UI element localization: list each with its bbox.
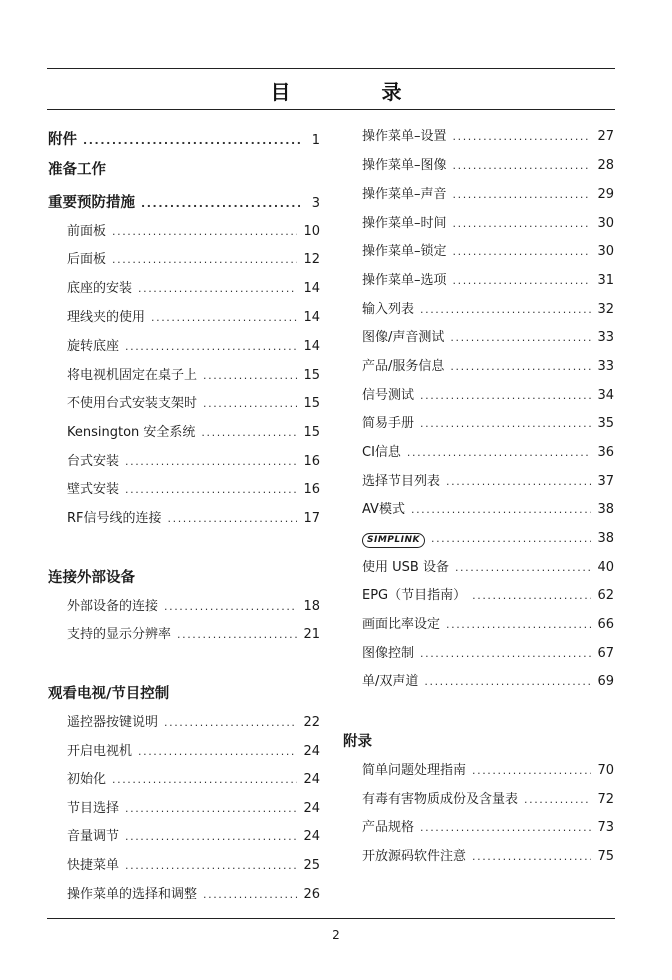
toc-entry[interactable] xyxy=(362,761,614,781)
entry-label: 操作菜单–锁定 xyxy=(362,244,447,259)
toc-entry[interactable] xyxy=(67,366,320,386)
entry-page: 16 xyxy=(303,454,320,469)
entry-page: 14 xyxy=(303,281,320,296)
dot-leader xyxy=(420,818,591,838)
entry-label: 有毒有害物质成份及含量表 xyxy=(362,792,519,807)
bottom-rule xyxy=(47,918,615,919)
dot-leader xyxy=(453,127,592,147)
entry-label: 音量调节 xyxy=(67,829,120,844)
toc-entry[interactable] xyxy=(67,480,320,500)
toc-entry[interactable] xyxy=(362,847,614,867)
entry-page: 37 xyxy=(597,474,614,489)
entry-page: 14 xyxy=(303,339,320,354)
dot-leader xyxy=(177,625,297,645)
dot-leader xyxy=(453,271,592,291)
entry-label: 信号测试 xyxy=(362,388,415,403)
entry-page: 26 xyxy=(303,887,320,902)
entry-label: 输入列表 xyxy=(362,302,415,317)
entry-page: 21 xyxy=(303,627,320,642)
dot-leader xyxy=(138,279,297,299)
toc-entry[interactable] xyxy=(67,250,320,270)
entry-page: 40 xyxy=(597,560,614,575)
entry-page: 16 xyxy=(303,482,320,497)
dot-leader xyxy=(420,300,591,320)
entry-label: 产品规格 xyxy=(362,820,415,835)
entry-label: 简易手册 xyxy=(362,416,415,431)
toc-entry[interactable] xyxy=(67,509,320,529)
entry-page: 70 xyxy=(597,763,614,778)
toc-entry[interactable] xyxy=(67,279,320,299)
entry-label: 操作菜单–图像 xyxy=(362,158,447,173)
dot-leader xyxy=(453,214,592,234)
toc-entry[interactable] xyxy=(67,394,320,414)
dot-leader xyxy=(450,357,591,377)
toc-entry-appendix-parts[interactable] xyxy=(48,130,320,150)
dot-leader xyxy=(125,856,297,876)
toc-entry[interactable] xyxy=(67,770,320,790)
entry-label: 使用 USB 设备 xyxy=(362,560,449,575)
entry-label: 产品/服务信息 xyxy=(362,359,445,374)
entry-label: 操作菜单–选项 xyxy=(362,273,447,288)
toc-entry[interactable] xyxy=(362,357,614,377)
entry-page: 34 xyxy=(597,388,614,403)
toc-entry[interactable] xyxy=(67,885,320,905)
toc-entry[interactable] xyxy=(67,827,320,847)
entry-label: 操作菜单–时间 xyxy=(362,216,447,231)
entry-page: 32 xyxy=(597,302,614,317)
entry-page: 24 xyxy=(303,772,320,787)
entry-page: 66 xyxy=(597,617,614,632)
entry-label: 将电视机固定在桌子上 xyxy=(67,368,198,383)
dot-leader xyxy=(203,885,297,905)
dot-leader xyxy=(472,847,591,867)
page-title: 目 录 xyxy=(270,80,444,104)
toc-entry[interactable] xyxy=(362,672,614,692)
entry-page: 33 xyxy=(597,330,614,345)
entry-page: 18 xyxy=(303,599,320,614)
dot-leader xyxy=(446,615,591,635)
dot-leader xyxy=(453,156,592,176)
entry-page: 38 xyxy=(597,531,614,546)
dot-leader xyxy=(472,761,591,781)
entry-label: 开放源码软件注意 xyxy=(362,849,467,864)
dot-leader xyxy=(125,799,297,819)
entry-page: 67 xyxy=(597,646,614,661)
toc-entry[interactable] xyxy=(362,300,614,320)
entry-page: 24 xyxy=(303,801,320,816)
entry-label: CI信息 xyxy=(362,445,401,460)
entry-label: 前面板 xyxy=(67,224,107,239)
dot-leader xyxy=(141,194,300,214)
entry-label: 底座的安装 xyxy=(67,281,133,296)
entry-page: 72 xyxy=(597,792,614,807)
entry-page: 3 xyxy=(311,196,320,211)
toc-entry[interactable] xyxy=(67,799,320,819)
toc-entry[interactable] xyxy=(362,185,614,205)
page-number: 2 xyxy=(332,928,340,942)
dot-leader xyxy=(168,509,298,529)
section-heading-external: 连接外部设备 xyxy=(48,570,135,586)
dot-leader xyxy=(453,242,592,262)
entry-page: 30 xyxy=(597,216,614,231)
toc-entry[interactable] xyxy=(67,856,320,876)
entry-label: 单/双声道 xyxy=(362,674,419,689)
entry-page: 10 xyxy=(303,224,320,239)
toc-entry-precautions[interactable] xyxy=(48,193,320,213)
toc-entry[interactable] xyxy=(362,644,614,664)
entry-page: 15 xyxy=(303,396,320,411)
entry-page: 17 xyxy=(303,511,320,526)
title-rule xyxy=(47,109,615,110)
dot-leader xyxy=(407,443,592,463)
toc-entry[interactable] xyxy=(67,713,320,733)
toc-entry[interactable] xyxy=(362,156,614,176)
entry-label: 图像控制 xyxy=(362,646,415,661)
dot-leader xyxy=(83,131,300,151)
entry-page: 30 xyxy=(597,244,614,259)
entry-page: 14 xyxy=(303,310,320,325)
dot-leader xyxy=(138,742,297,762)
simplink-logo: SIMPLINK xyxy=(362,533,425,548)
toc-entry[interactable] xyxy=(362,558,614,578)
dot-leader xyxy=(472,586,591,606)
entry-label: 画面比率设定 xyxy=(362,617,441,632)
entry-page: 73 xyxy=(597,820,614,835)
dot-leader xyxy=(431,529,591,549)
entry-page: 35 xyxy=(597,416,614,431)
dot-leader xyxy=(524,790,591,810)
toc-entry[interactable] xyxy=(67,625,320,645)
dot-leader xyxy=(151,308,297,328)
entry-label: 开启电视机 xyxy=(67,744,133,759)
dot-leader xyxy=(112,250,297,270)
entry-page: 75 xyxy=(597,849,614,864)
toc-entry[interactable] xyxy=(362,214,614,234)
dot-leader xyxy=(446,472,591,492)
dot-leader xyxy=(125,480,297,500)
entry-label: 台式安装 xyxy=(67,454,120,469)
entry-label: 旋转底座 xyxy=(67,339,120,354)
entry-page: 69 xyxy=(597,674,614,689)
entry-label: 操作菜单–声音 xyxy=(362,187,447,202)
dot-leader xyxy=(125,827,297,847)
toc-entry[interactable] xyxy=(67,423,320,443)
entry-label: Kensington 安全系统 xyxy=(67,425,196,440)
entry-page: 15 xyxy=(303,368,320,383)
entry-label: 外部设备的连接 xyxy=(67,599,159,614)
dot-leader xyxy=(424,672,591,692)
toc-entry[interactable] xyxy=(362,586,614,606)
toc-entry[interactable] xyxy=(362,127,614,147)
dot-leader xyxy=(420,386,591,406)
dot-leader xyxy=(411,500,591,520)
entry-page: 28 xyxy=(597,158,614,173)
entry-page: 12 xyxy=(303,252,320,267)
toc-entry[interactable] xyxy=(67,597,320,617)
entry-page: 27 xyxy=(597,129,614,144)
dot-leader xyxy=(203,394,297,414)
entry-label: 选择节目列表 xyxy=(362,474,441,489)
entry-label: 遥控器按键说明 xyxy=(67,715,159,730)
entry-label: 操作菜单的选择和调整 xyxy=(67,887,198,902)
entry-page: 38 xyxy=(597,502,614,517)
toc-entry[interactable] xyxy=(362,328,614,348)
entry-page: 24 xyxy=(303,829,320,844)
section-heading-appendix: 附录 xyxy=(343,734,372,750)
toc-entry[interactable] xyxy=(67,222,320,242)
toc-entry[interactable] xyxy=(362,500,614,520)
toc-entry[interactable] xyxy=(362,242,614,262)
dot-leader xyxy=(125,337,297,357)
dot-leader xyxy=(453,185,592,205)
dot-leader xyxy=(125,452,297,472)
entry-page: 25 xyxy=(303,858,320,873)
dot-leader xyxy=(112,222,297,242)
top-rule xyxy=(47,68,615,69)
dot-leader xyxy=(112,770,297,790)
dot-leader xyxy=(164,713,297,733)
toc-entry[interactable] xyxy=(67,452,320,472)
entry-label: 操作菜单–设置 xyxy=(362,129,447,144)
entry-label: RF信号线的连接 xyxy=(67,511,162,526)
entry-page: 29 xyxy=(597,187,614,202)
entry-label: 节目选择 xyxy=(67,801,120,816)
toc-entry[interactable] xyxy=(67,337,320,357)
entry-label: 简单问题处理指南 xyxy=(362,763,467,778)
entry-label: 后面板 xyxy=(67,252,107,267)
dot-leader xyxy=(420,644,591,664)
entry-page: 1 xyxy=(311,133,320,148)
entry-label: 支持的显示分辨率 xyxy=(67,627,172,642)
toc-entry[interactable] xyxy=(362,818,614,838)
entry-label: 快捷菜单 xyxy=(67,858,120,873)
entry-page: 31 xyxy=(597,273,614,288)
toc-entry[interactable] xyxy=(67,742,320,762)
section-heading-watching: 观看电视/节目控制 xyxy=(48,686,170,702)
dot-leader xyxy=(450,328,591,348)
entry-page: 22 xyxy=(303,715,320,730)
entry-label: 图像/声音测试 xyxy=(362,330,445,345)
toc-entry[interactable] xyxy=(362,472,614,492)
toc-entry-simplink[interactable] xyxy=(362,529,614,549)
entry-label: 附件 xyxy=(48,132,77,148)
toc-entry[interactable] xyxy=(362,271,614,291)
dot-leader xyxy=(455,558,592,578)
entry-label: 壁式安装 xyxy=(67,482,120,497)
entry-page: 33 xyxy=(597,359,614,374)
entry-label: EPG（节目指南） xyxy=(362,588,467,603)
entry-label: AV模式 xyxy=(362,502,405,517)
entry-label: 重要预防措施 xyxy=(48,195,135,211)
section-heading-preparation: 准备工作 xyxy=(48,162,106,178)
toc-entry[interactable] xyxy=(362,790,614,810)
entry-page: 15 xyxy=(303,425,320,440)
toc-entry[interactable] xyxy=(67,308,320,328)
entry-page: 36 xyxy=(597,445,614,460)
toc-entry[interactable] xyxy=(362,443,614,463)
toc-entry[interactable] xyxy=(362,386,614,406)
dot-leader xyxy=(203,366,297,386)
entry-page: 62 xyxy=(597,588,614,603)
toc-entry[interactable] xyxy=(362,414,614,434)
dot-leader xyxy=(420,414,591,434)
dot-leader xyxy=(201,423,297,443)
entry-label: 理线夹的使用 xyxy=(67,310,146,325)
entry-page: 24 xyxy=(303,744,320,759)
dot-leader xyxy=(164,597,297,617)
entry-label: 不使用台式安装支架时 xyxy=(67,396,198,411)
toc-entry[interactable] xyxy=(362,615,614,635)
entry-label: 初始化 xyxy=(67,772,107,787)
